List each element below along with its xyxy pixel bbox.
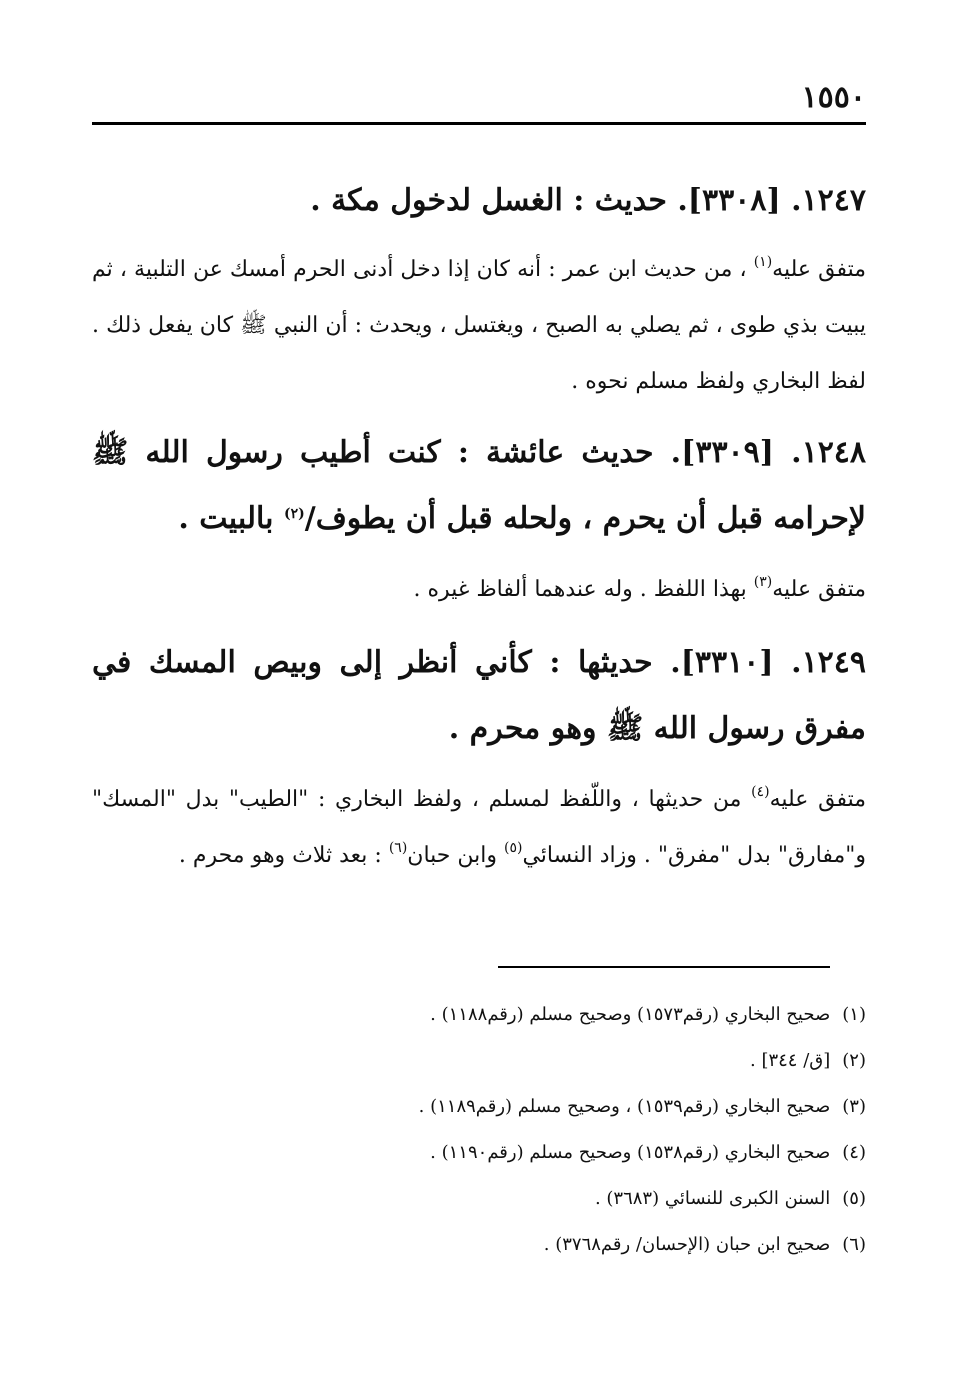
footnote-mark: (٦) [842, 1234, 866, 1255]
footnote-item [226, 1084, 866, 1130]
hadith-heading-1249: ١٢٤٩. [٣٣١٠]. حديثها : كأني أنظر إلى وبيص المسك في مفرق رسول الله ﷺ وهو محرم . [92, 645, 867, 746]
text-segment: متفق عليه [772, 257, 866, 282]
footnote-divider [498, 966, 830, 968]
hadith-reference: [٣٣١٠] [680, 645, 774, 680]
footnote-mark: (٢) [842, 1050, 866, 1071]
footnote-text: صحيح ابن حبان (الإحسان/ رقم٣٧٦٨) . [543, 1234, 831, 1255]
hadith-title: حديثها : كأني أنظر إلى وبيص المسك في مفرق رسول الله ﷺ وهو محرم . [92, 645, 866, 746]
text-segment: : بعد ثلاث وهو محرم . [178, 843, 389, 868]
hadith-number: ١٢٤٨ [801, 435, 867, 470]
book-page [92, 0, 866, 1386]
text-segment: من حديثها ، واللّفظ لمسلم ، ولفظ البخاري : "الطيب" بدل "المسك" و"مفارق" بدل "مفرق" . وزاد النسائي [92, 787, 866, 868]
hadith-title: حديث : الغسل لدخول مكة . [310, 183, 667, 218]
text-segment: وابن حبان [407, 843, 504, 868]
hadith-title-end: بالبيت . [178, 501, 284, 536]
hadith-text-1249 [92, 772, 866, 884]
footnote-mark: (٣) [842, 1096, 866, 1117]
footnote-ref[interactable]: (٤) [751, 784, 770, 800]
page-number: ١٥٥٠ [801, 80, 866, 115]
hadith-title: حديث عائشة : كنت أطيب رسول الله ﷺ لإحرامه قبل أن يحرم ، ولحله قبل أن يطوف/ [92, 435, 866, 536]
text-segment: متفق عليه [769, 787, 866, 812]
hadith-heading-1247: ١٢٤٧. [٣٣٠٨]. حديث : الغسل لدخول مكة . [310, 183, 866, 218]
text-segment: ، من حديث ابن عمر : أنه كان إذا دخل أدنى الحرم أمسك عن التلبية ، ثم يبيت بذي طوى ، ثم يصلي به الصبح ، ويغتسل ، ويحدث : أن النبي ﷺ كان يفعل ذلك . لفظ البخاري ولفظ مسلم نحوه . [92, 257, 866, 394]
footnote-ref[interactable]: (٢) [283, 506, 305, 522]
hadith-text-1247 [92, 242, 866, 410]
hadith-reference: [٣٣٠٩] [681, 435, 774, 470]
footnotes-list [226, 992, 866, 1268]
hadith-heading-1248: ١٢٤٨. [٣٣٠٩]. حديث عائشة : كنت أطيب رسول الله ﷺ لإحرامه قبل أن يحرم ، ولحله قبل أن يطوف/$^{(٢)}$ بالبيت . [92, 435, 867, 536]
footnote-ref[interactable]: (١) [753, 254, 773, 270]
footnote-text: صحيح البخاري (رقم١٥٣٩) ، وصحيح مسلم (رقم١١٨٩) . [418, 1096, 831, 1117]
footnote-item [226, 1222, 866, 1268]
footnote-item [226, 1130, 866, 1176]
text-segment: بهذا اللفظ . وله عندهما ألفاظ غيره . [413, 577, 754, 602]
header-divider [92, 122, 866, 125]
footnote-ref[interactable]: (٣) [753, 574, 773, 590]
hadith-text-1248 [92, 562, 866, 618]
footnote-text: صحيح البخاري (رقم١٥٣٨) وصحيح مسلم (رقم١١٩٠) . [430, 1142, 831, 1163]
footnote-mark: (٤) [842, 1142, 866, 1163]
footnote-text: السنن الكبرى للنسائي (٣٦٨٣) . [594, 1188, 831, 1209]
footnote-item [226, 992, 866, 1038]
footnote-text: [ق/ ٣٤٤] . [750, 1050, 831, 1071]
footnote-item [226, 1038, 866, 1084]
text-segment: متفق عليه [772, 577, 866, 602]
footnote-mark: (١) [842, 1004, 866, 1025]
footnote-item [226, 1176, 866, 1222]
footnote-mark: (٥) [842, 1188, 866, 1209]
footnote-text: صحيح البخاري (رقم١٥٧٣) وصحيح مسلم (رقم١١٨٨) . [430, 1004, 831, 1025]
hadith-reference: [٣٣٠٨] [687, 183, 781, 218]
footnote-ref[interactable]: (٥) [503, 840, 523, 856]
hadith-number: ١٢٤٧ [801, 183, 866, 218]
footnote-ref[interactable]: (٦) [388, 840, 408, 856]
hadith-number: ١٢٤٩ [801, 645, 867, 680]
